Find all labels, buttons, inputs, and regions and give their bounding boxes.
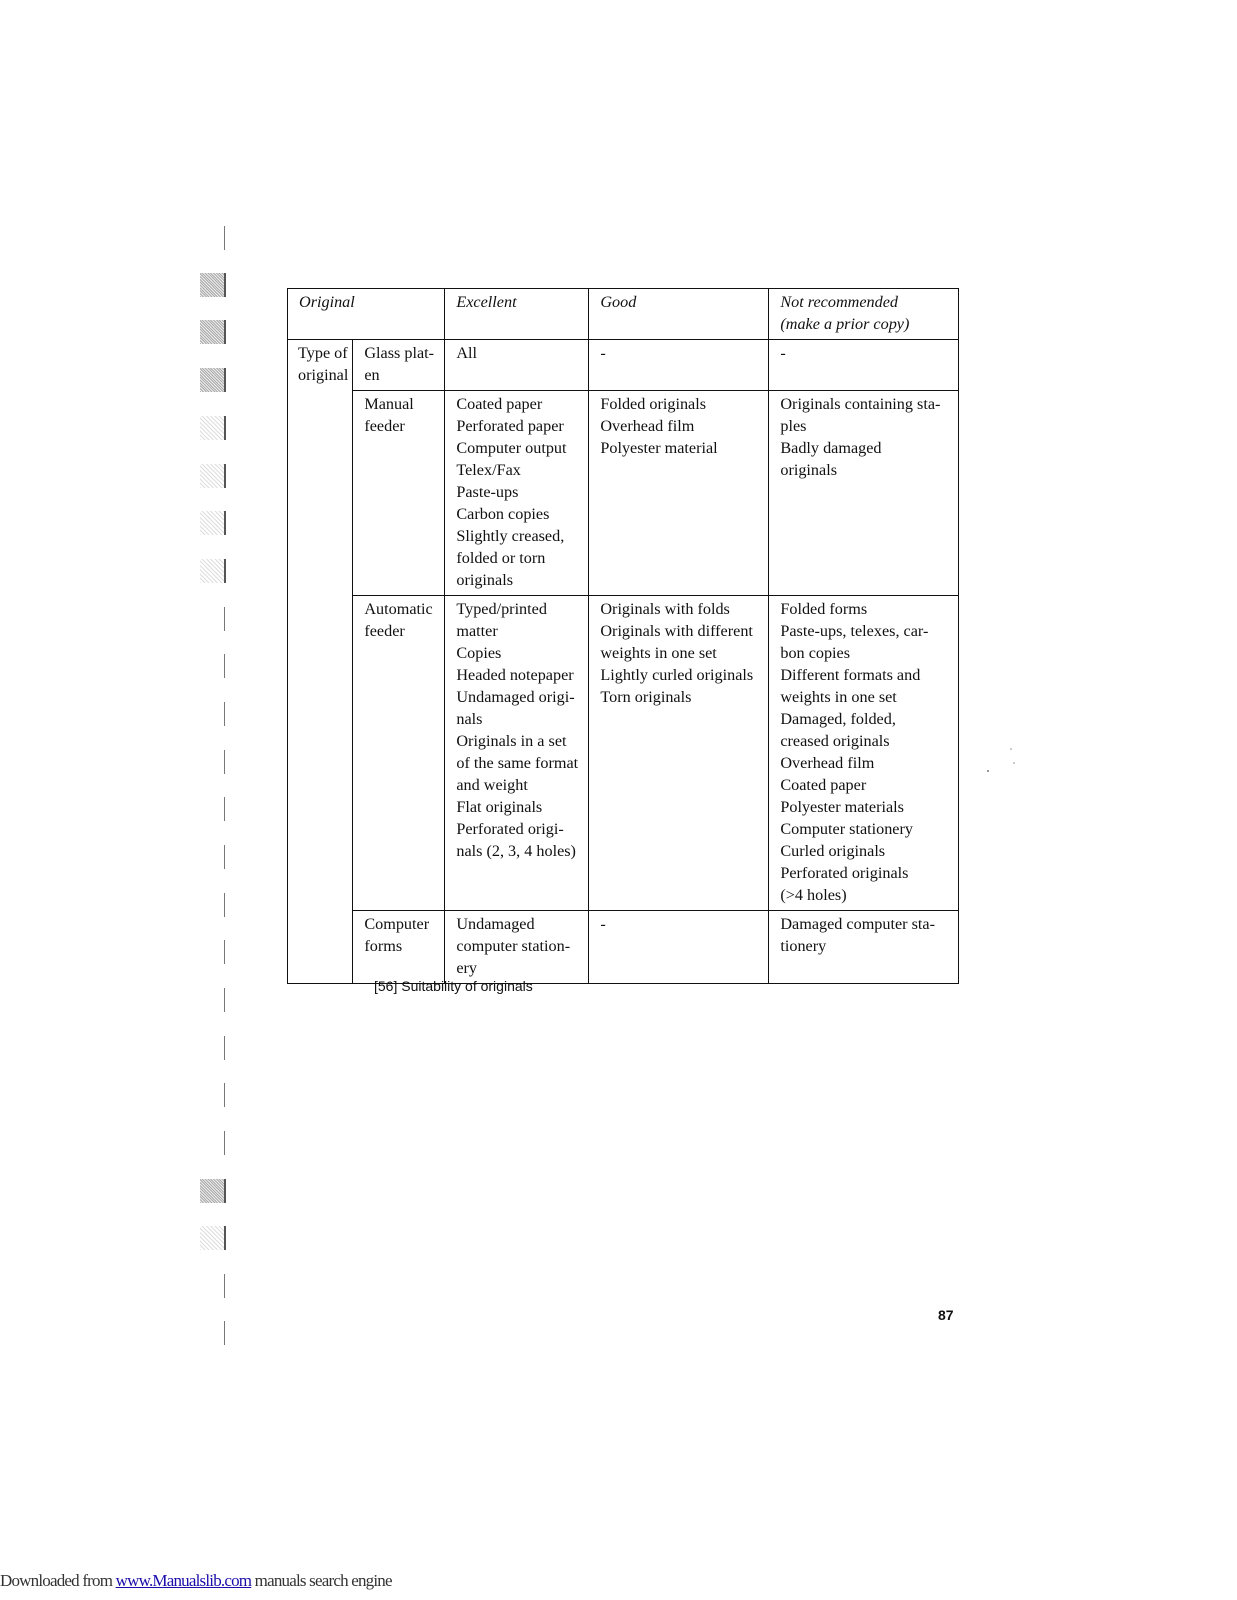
suitability-table bbox=[287, 288, 959, 984]
binding-mark bbox=[200, 750, 225, 774]
not-recommended-cell: Folded forms Paste-ups, telexes, car- bon copies Different formats and weights in one set Damaged, folded, creased originals Overhead film Coated paper Polyester materials Computer stationery Curled originals Perforated originals (>4 holes) bbox=[769, 596, 959, 911]
manualslib-link[interactable]: www.Manualslib.com bbox=[115, 1571, 252, 1590]
feeder-cell: Computer forms bbox=[353, 911, 445, 984]
header-excellent: Excellent bbox=[445, 289, 589, 340]
page-number: 87 bbox=[938, 1307, 954, 1323]
scan-speck bbox=[1013, 762, 1015, 764]
binding-mark bbox=[200, 1274, 225, 1298]
binding-mark bbox=[200, 559, 226, 583]
table-header-row bbox=[288, 289, 959, 340]
binding-mark bbox=[200, 226, 225, 250]
binding-mark bbox=[200, 1131, 225, 1155]
not-recommended-cell: Originals containing sta- ples Badly damaged originals bbox=[769, 391, 959, 596]
table-row bbox=[288, 340, 959, 391]
table-row bbox=[288, 391, 959, 596]
table-caption: [56] Suitability of originals bbox=[374, 978, 533, 994]
good-cell: - bbox=[589, 340, 769, 391]
type-of-original-label: Type of original bbox=[288, 340, 353, 984]
good-cell: Originals with folds Originals with different weights in one set Lightly curled originals Torn originals bbox=[589, 596, 769, 911]
binding-mark bbox=[200, 1036, 225, 1060]
good-cell: Folded originals Overhead film Polyester material bbox=[589, 391, 769, 596]
binding-mark bbox=[200, 845, 225, 869]
header-good: Good bbox=[589, 289, 769, 340]
not-recommended-cell: Damaged computer sta- tionery bbox=[769, 911, 959, 984]
header-not-recommended: Not recommended (make a prior copy) bbox=[769, 289, 959, 340]
binding-mark bbox=[200, 988, 225, 1012]
feeder-cell: Manual feeder bbox=[353, 391, 445, 596]
binding-mark bbox=[200, 1179, 226, 1203]
binding-mark bbox=[200, 320, 226, 344]
footer bbox=[0, 1571, 392, 1591]
binding-mark bbox=[200, 654, 225, 678]
binding-mark bbox=[200, 1321, 225, 1345]
scan-speck bbox=[987, 770, 989, 772]
scan-speck bbox=[1010, 748, 1012, 750]
binding-mark bbox=[200, 797, 225, 821]
binding-mark bbox=[200, 273, 226, 297]
footer-prefix: Downloaded from bbox=[0, 1571, 116, 1590]
binding-mark bbox=[200, 511, 226, 535]
table-row bbox=[288, 596, 959, 911]
not-recommended-cell: - bbox=[769, 340, 959, 391]
excellent-cell: Undamaged computer station- ery bbox=[445, 911, 589, 984]
binding-mark bbox=[200, 1083, 225, 1107]
binding-mark bbox=[200, 464, 226, 488]
feeder-cell: Automatic feeder bbox=[353, 596, 445, 911]
header-original: Original bbox=[288, 289, 445, 340]
feeder-cell: Glass plat- en bbox=[353, 340, 445, 391]
binding-mark bbox=[200, 368, 226, 392]
binding-mark bbox=[200, 893, 225, 917]
good-cell: - bbox=[589, 911, 769, 984]
binding-mark bbox=[200, 607, 225, 631]
excellent-cell: All bbox=[445, 340, 589, 391]
table-row bbox=[288, 911, 959, 984]
excellent-cell: Typed/printed matter Copies Headed notepaper Undamaged origi- nals Originals in a set of the same format and weight Flat originals Perforated origi- nals (2, 3, 4 holes) bbox=[445, 596, 589, 911]
binding-mark bbox=[200, 702, 225, 726]
binding-mark bbox=[200, 940, 225, 964]
binding-mark bbox=[200, 1226, 226, 1250]
excellent-cell: Coated paper Perforated paper Computer output Telex/Fax Paste-ups Carbon copies Slightly creased, folded or torn originals bbox=[445, 391, 589, 596]
footer-suffix: manuals search engine bbox=[251, 1571, 392, 1590]
binding-mark bbox=[200, 416, 226, 440]
